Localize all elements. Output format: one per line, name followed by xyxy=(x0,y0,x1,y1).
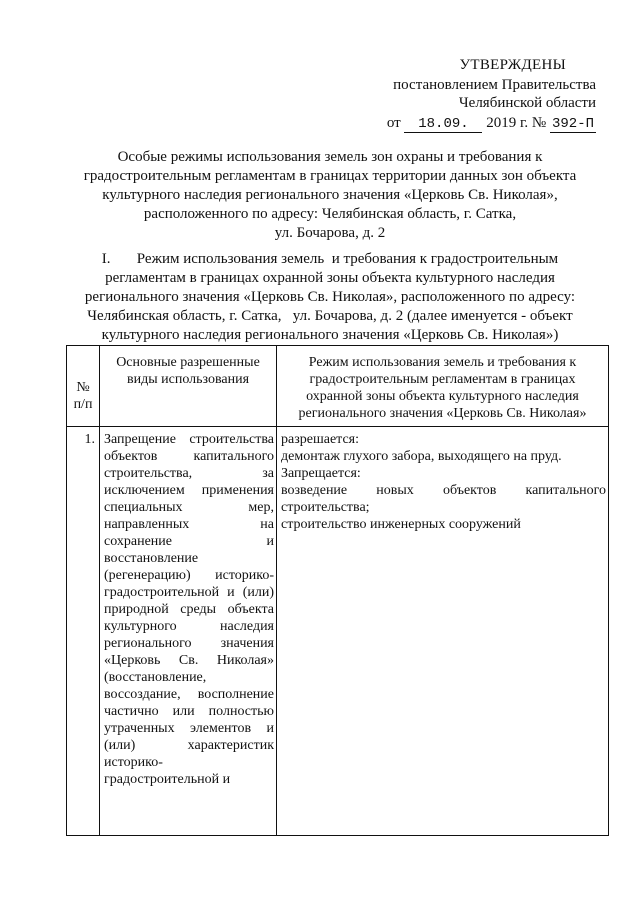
regime-line: возведение новых объектов капитального строительства; xyxy=(281,483,606,515)
table-row xyxy=(67,427,609,836)
title-line: ул. Бочарова, д. 2 xyxy=(274,225,386,241)
header-number xyxy=(67,346,100,427)
approval-block xyxy=(296,56,596,133)
title-line: расположенного по адресу: Челябинская область, г. Сатка, xyxy=(143,206,517,222)
approval-date: 18.09. xyxy=(404,117,482,133)
date-prefix: от xyxy=(386,115,401,131)
regime-line: демонтаж глухого забора, выходящего на пруд. xyxy=(281,449,562,464)
header-number-sign: № xyxy=(76,380,90,395)
section-line: I. Режим использования земель и требования к градостроительным xyxy=(101,251,559,267)
section-line: культурного наследия регионального значения «Церковь Св. Николая») xyxy=(101,327,559,343)
header-number-label: п/п xyxy=(73,397,93,412)
regime-line: строительство инженерных сооружений xyxy=(281,517,521,532)
title-line: культурного наследия регионального значения «Церковь Св. Николая», xyxy=(102,187,558,203)
header-regime: Режим использования земель и требования к градостроительным регламентам в границах охранной зоны объекта культурного наследия регионального значения «Церковь Св. Николая» xyxy=(277,346,609,427)
approval-date-line xyxy=(296,114,596,133)
section-line: Челябинская область, г. Сатка, ул. Бочарова, д. 2 (далее именуется - объект xyxy=(87,308,573,324)
regime-table xyxy=(66,345,609,836)
regime-line: Запрещается: xyxy=(281,466,361,481)
row-number: 1. xyxy=(67,427,100,836)
section-line: регламентам в границах охранной зоны объекта культурного наследия xyxy=(105,270,555,286)
header-usage-types: Основные разрешенные виды использования xyxy=(100,346,277,427)
approved-region-line: Челябинской области xyxy=(458,95,596,111)
approved-by-line: постановлением Правительства xyxy=(393,77,596,93)
document-title xyxy=(60,148,600,243)
row-regime xyxy=(277,427,609,836)
year-text: 2019 г. № xyxy=(486,115,547,131)
decree-number: 392-П xyxy=(551,116,594,132)
section-heading xyxy=(50,250,610,345)
row-usage-types: Запрещение строительства объектов капитального строительства, за исключением применения специальных мер, направленных на сохранение и восстановление (регенерацию) историко-градостроительной и (или) природной среды объекта культурного наследия регионального значения «Церковь Св. Николая» (восстановление, воссоздание, восполнение частично или полностью утраченных элементов и (или) характеристик историко-градостроительной и xyxy=(100,427,277,836)
title-line: Особые режимы использования земель зон охраны и требования к xyxy=(117,149,543,165)
regime-line: разрешается: xyxy=(281,432,359,447)
approved-heading: УТВЕРЖДЕНЫ xyxy=(459,57,566,73)
section-line: регионального значения «Церковь Св. Николая», расположенного по адресу: xyxy=(84,289,576,305)
title-line: градостроительным регламентам в границах территории данных зон объекта xyxy=(83,168,577,184)
table-header-row xyxy=(67,346,609,427)
